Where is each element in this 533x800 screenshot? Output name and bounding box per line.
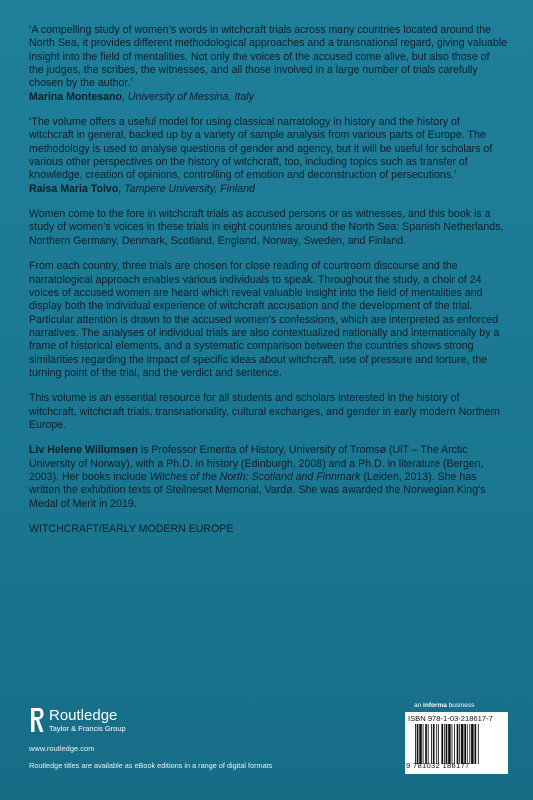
publisher-url[interactable]: www.routledge.com xyxy=(29,744,95,753)
author-book-title: Witches of the North: Scotland and Finnmark xyxy=(149,470,361,483)
publisher-logo xyxy=(29,706,329,734)
review-1-quote: ‘A compelling study of women’s words in witchcraft trials across many countries located around the North Sea, it provides different methodological approaches and a transnational regard, giving valuable insight into the field of mentalities. Not only the voices of the accused come alive, but also those of the judges, the scribes, the witnesses, and all those involved in a large number of trials carefully chosen by the author.’ xyxy=(29,24,508,90)
ean-digits: 9 781032 186177 xyxy=(406,761,470,770)
informa-wordmark: informa xyxy=(423,702,447,709)
description-paragraph-1: Women come to the fore in witchcraft trials as accused persons or as witnesses, and this book is a study of women’s voices in these trials in eight countries around the North Sea: Spanish Netherlands, Northern Germany, Denmark, Scotland, England, Norway, Sweden, and Finland. xyxy=(29,208,504,247)
description-paragraph-2: From each country, three trials are chosen for close reading of courtroom discourse and the narratological approach enables various individuals to speak. Throughout the study, a choir of 24 voices of accused women are heard which reveal valuable insight into the field of mentalities and display both the individual experience of witchcraft accusation and the development of the trial. Particular attention is drawn to the accused women’s confessions, which are interpreted as enforced narratives. The analyses of individual trials are also contextualized nationally and internationally by a frame of historical elements, and a systematic comparison between the countries shows strong similarities regarding the impact of specific ideas about witchcraft, use of pressure and torture, the turning point of the trial, and the verdict and sentence. xyxy=(29,260,500,379)
ebook-note: Routledge titles are available as eBook editions in a range of digital formats xyxy=(29,761,273,770)
reviewer-1-name: Marina Montesano xyxy=(29,90,123,103)
back-cover-text xyxy=(29,24,507,536)
isbn-number: ISBN 978-1-03-218617-7 xyxy=(408,714,493,723)
publisher-group: Taylor & Francis Group xyxy=(49,723,126,733)
publisher-wordmark xyxy=(49,708,126,733)
routledge-r-mark-icon xyxy=(29,706,44,734)
review-2-attribution: Raisa Maria Toivo, Tampere University, Finland xyxy=(29,182,255,195)
review-1 xyxy=(29,24,507,104)
review-2 xyxy=(29,116,507,196)
reviewer-2-affiliation: Tampere University, Finland xyxy=(124,182,255,195)
informa-prefix: an xyxy=(414,702,424,709)
author-name: Liv Helene Willumsen xyxy=(29,444,138,457)
subject-category: WITCHCRAFT/EARLY MODERN EUROPE xyxy=(29,523,234,535)
publisher-name: Routledge xyxy=(49,706,118,724)
reviewer-1-affiliation: University of Messina, Italy xyxy=(127,90,254,103)
publisher-block xyxy=(29,706,329,753)
barcode-bars xyxy=(415,724,503,764)
informa-suffix: business xyxy=(446,702,475,709)
informa-business-label xyxy=(414,702,474,709)
description-paragraph-3: This volume is an essential resource for all students and scholars interested in the history of witchcraft, witchcraft trials, transnationality, cultural exchanges, and gender in early modern Northern Europe. xyxy=(29,392,500,431)
author-bio-text-1: is Professor Emerita of History, University of Tromsø (UiT – The Arctic University of Norway), with a Ph.D. in history (Edinburgh, 2008) and a Ph.D. in literature (Bergen, 2003). Her books include xyxy=(29,444,484,483)
isbn-barcode xyxy=(405,712,508,774)
author-bio-text-2: (Leiden, 2013). She has written the exhibition texts of Steilneset Memorial, Vardø. She was awarded the Norwegian King’s Medal of Merit in 2019. xyxy=(29,470,486,510)
reviewer-2-name: Raisa Maria Toivo xyxy=(29,182,119,195)
author-bio xyxy=(29,444,507,511)
review-2-quote: ‘The volume offers a useful model for using classical narratology in history and the history of witchcraft in general, backed up by a variety of sample analysis from various parts of Europe. The methodology is used to analyse questions of gender and agency, but it will be useful for scholars of various other perspectives on the history of witchcraft, too, including topics such as transfer of knowledge, creation of opinions, controlling of emotion and deconstruction of persecutions.’ xyxy=(29,116,493,182)
review-1-attribution: Marina Montesano, University of Messina, Italy xyxy=(29,90,254,103)
